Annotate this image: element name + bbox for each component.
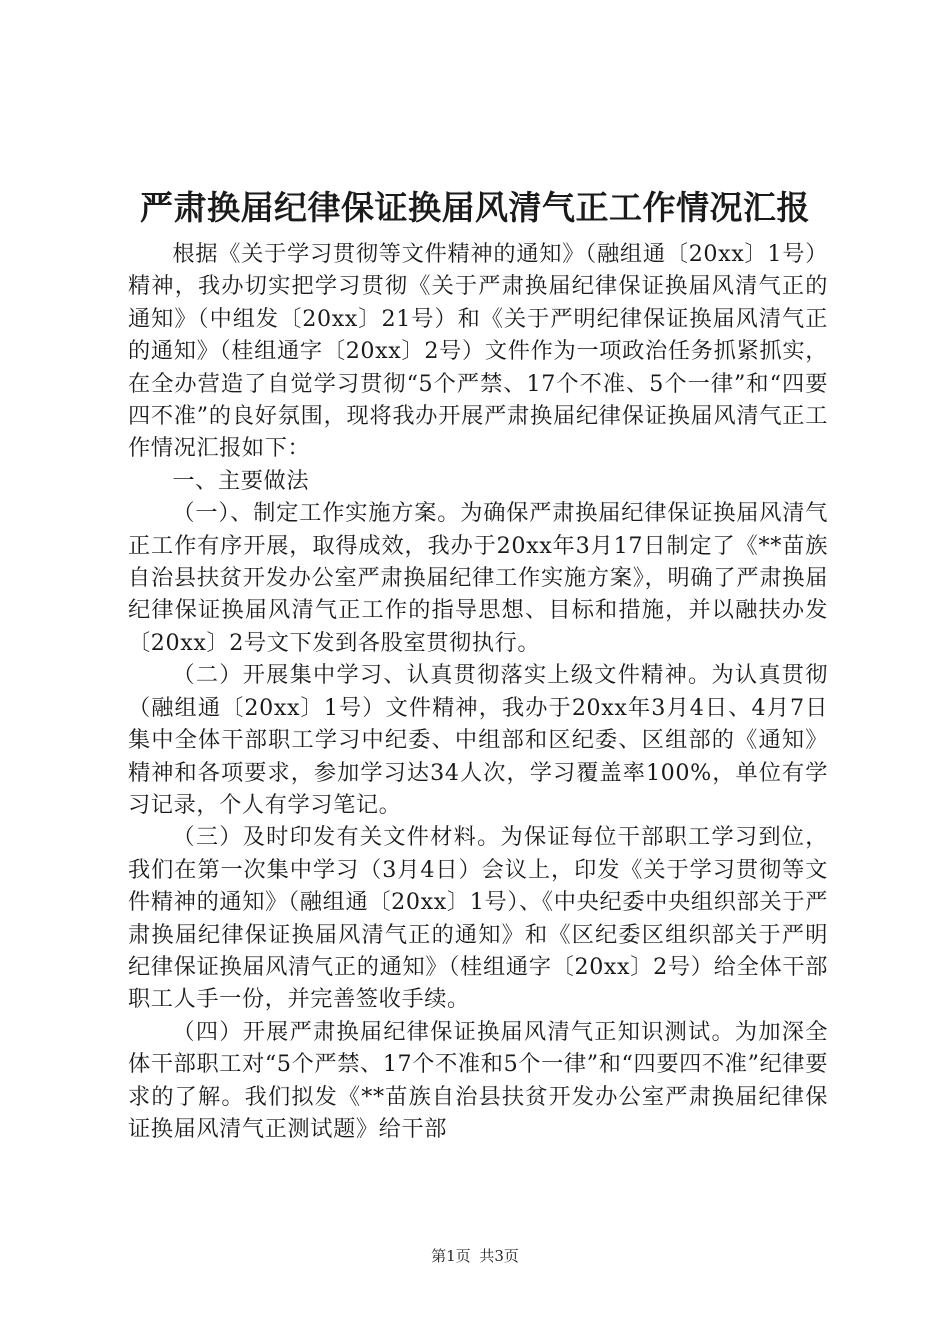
page-number: 第1页: [431, 1247, 471, 1265]
page-footer: [0, 1246, 950, 1266]
page-total: 共3页: [479, 1247, 519, 1265]
paragraph-item-1: （一）、制定工作实施方案。为确保严肃换届纪律保证换届风清气正工作有序开展，取得成效，我办于20xx年3月17日制定了《**苗族自治县扶贫开发办公室严肃换届纪律工作实施方案》，明确了严肃换届纪律保证换届风清气正工作的指导思想、目标和措施，并以融扶办发〔20xx〕2号文下发到各股室贯彻执行。: [128, 500, 828, 656]
paragraph-item-4: （四）开展严肃换届纪律保证换届风清气正知识测试。为加深全体干部职工对“5个严禁、17个不准和5个一律”和“四要四不准”纪律要求的了解。我们拟发《**苗族自治县扶贫开发办公室严肃换届纪律保证换届风清气正测试题》给干部: [128, 1018, 828, 1142]
document-body: [128, 238, 828, 1145]
section-heading: 一、主要做法: [172, 467, 310, 494]
document-title: 严肃换届纪律保证换届风清气正工作情况汇报: [140, 188, 810, 227]
paragraph-item-3: （三）及时印发有关文件材料。为保证每位干部职工学习到位，我们在第一次集中学习（3月4日）会议上，印发《关于学习贯彻等文件精神的通知》（融组通〔20xx〕1号）、《中央纪委中央组织部关于严肃换届纪律保证换届风清气正的通知》和《区纪委区组织部关于严明纪律保证换届风清气正的通知》（桂组通字〔20xx〕2号）给全体干部职工人手一份，并完善签收手续。: [128, 824, 828, 1013]
paragraph-intro: 根据《关于学习贯彻等文件精神的通知》（融组通〔20xx〕1号）精神，我办切实把学习贯彻《关于严肃换届纪律保证换届风清气正的通知》（中组发〔20xx〕21号）和《关于严明纪律保证换届风清气正的通知》（桂组通字〔20xx〕2号）文件作为一项政治任务抓紧抓实，在全办营造了自觉学习贯彻“5个严禁、17个不准、5个一律”和“四要四不准”的良好氛围，现将我办开展严肃换届纪律保证换届风清气正工作情况汇报如下：: [128, 241, 828, 462]
paragraph-item-2: （二）开展集中学习、认真贯彻落实上级文件精神。为认真贯彻（融组通〔20xx〕1号）文件精神，我办于20xx年3月4日、4月7日集中全体干部职工学习中纪委、中组部和区纪委、区组部的《通知》精神和各项要求，参加学习达34人次，学习覆盖率100%，单位有学习记录，个人有学习笔记。: [128, 662, 828, 818]
